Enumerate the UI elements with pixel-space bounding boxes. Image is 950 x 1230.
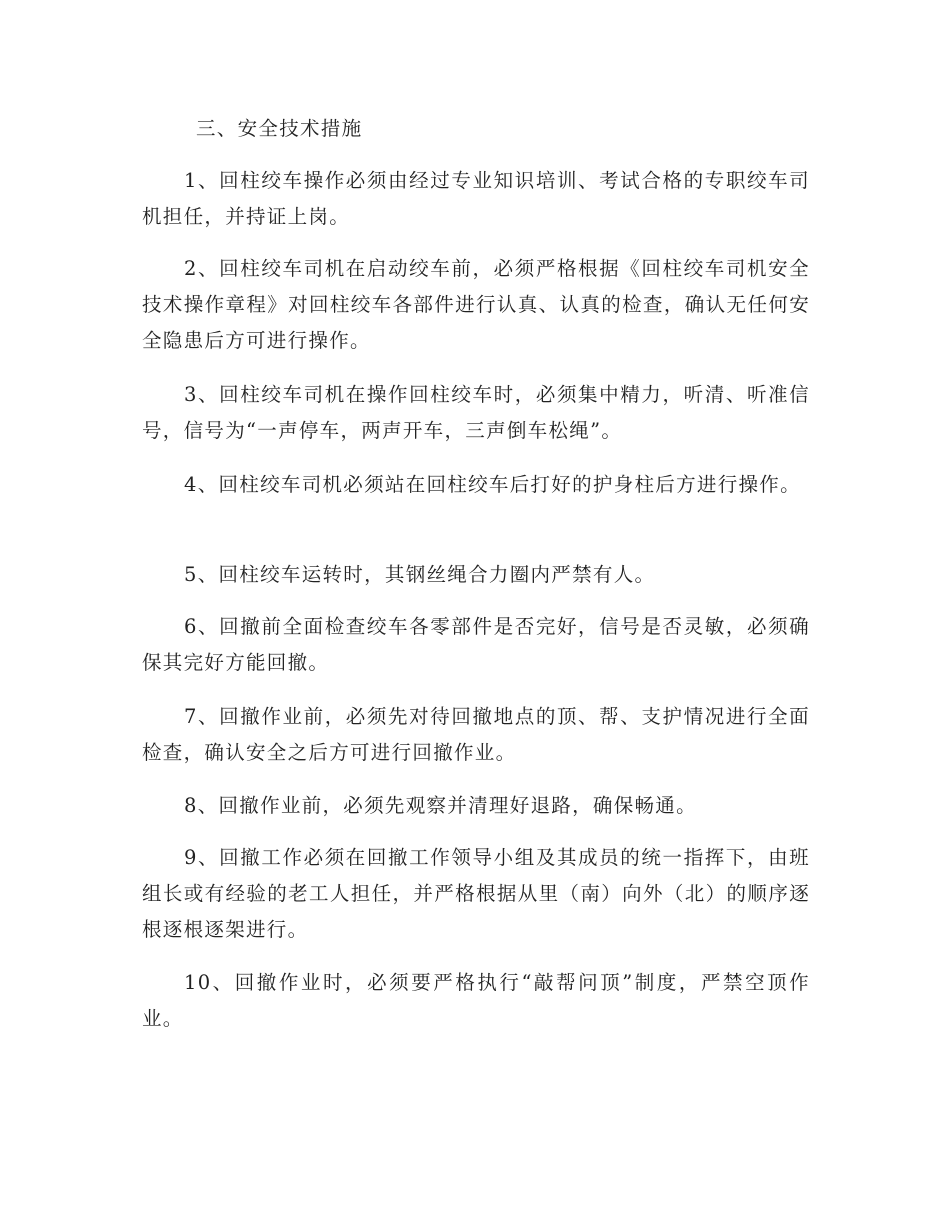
measure-item-7: 7、回撤作业前，必须先对待回撤地点的顶、帮、支护情况进行全面检查，确认安全之后方可进行回撤作业。 bbox=[142, 705, 810, 764]
measure-item-5: 5、回柱绞车运转时，其钢丝绳合力圈内严禁有人。 bbox=[184, 563, 656, 586]
measure-item-3: 3、回柱绞车司机在操作回柱绞车时，必须集中精力，听清、听准信号，信号为“一声停车，两声开车，三声倒车松绳”。 bbox=[142, 383, 810, 442]
measure-item-4: 4、回柱绞车司机必须站在回柱绞车后打好的护身柱后方进行操作。 bbox=[184, 473, 801, 496]
measure-item-2: 2、回柱绞车司机在启动绞车前，必须严格根据《回柱绞车司机安全技术操作章程》对回柱绞车各部件进行认真、认真的检查，确认无任何安全隐患后方可进行操作。 bbox=[142, 257, 810, 352]
measure-item-10: 10、回撤作业时，必须要严格执行“敲帮问顶”制度，严禁空顶作业。 bbox=[142, 971, 810, 1030]
measure-item-9: 9、回撤工作必须在回撤工作领导小组及其成员的统一指挥下，由班组长或有经验的老工人担任，并严格根据从里（南）向外（北）的顺序逐根逐根逐架进行。 bbox=[142, 846, 810, 941]
measure-item-8: 8、回撤作业前，必须先观察并清理好退路，确保畅通。 bbox=[184, 794, 697, 817]
section-heading: 三、安全技术措施 bbox=[196, 117, 363, 140]
measure-item-6: 6、回撤前全面检查绞车各零部件是否完好，信号是否灵敏，必须确保其完好方能回撤。 bbox=[142, 615, 810, 674]
measure-item-1: 1、回柱绞车操作必须由经过专业知识培训、考试合格的专职绞车司机担任，并持证上岗。 bbox=[142, 169, 810, 228]
